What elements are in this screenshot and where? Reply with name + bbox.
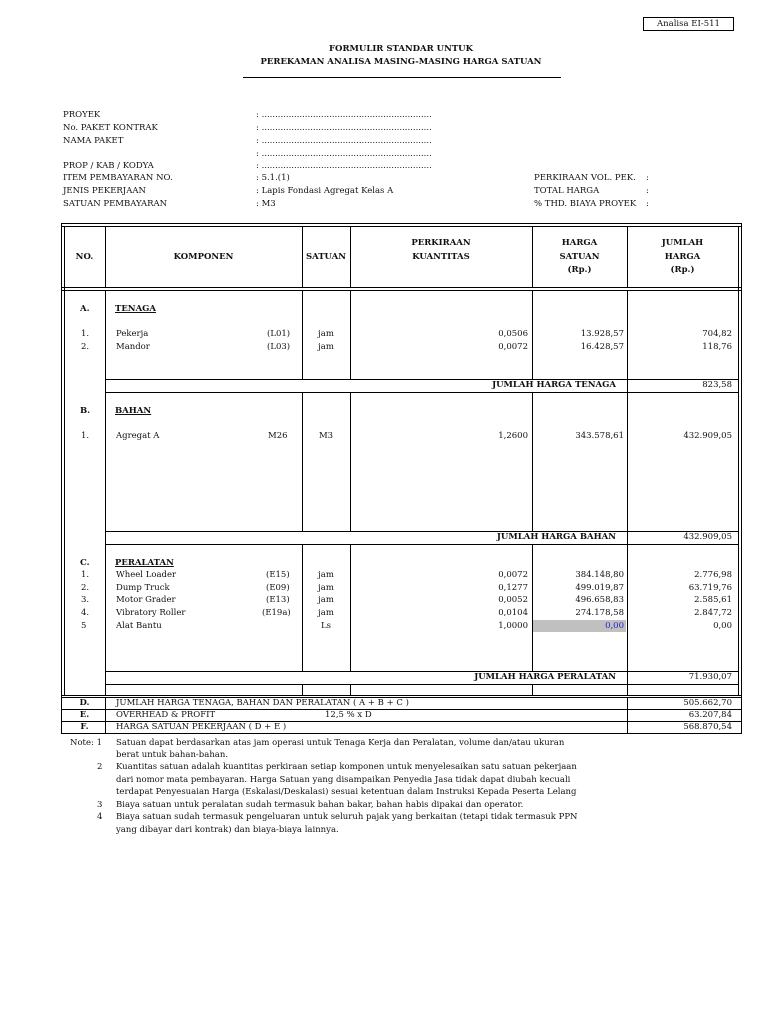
row-code: (E19a) xyxy=(262,608,291,618)
proyek-label: PROYEK xyxy=(63,110,101,120)
note-label: Note: 1 xyxy=(70,738,102,748)
row-qty: 0,0072 xyxy=(498,342,528,352)
row-unit: Ls xyxy=(320,621,331,631)
row-name: Agregat A xyxy=(116,431,160,441)
note-text: terdapat Penyesuaian Harga (Eskalasi/Deskalasi) sesuai ketentuan dalam Instruksi Kepada Peserta Lelang xyxy=(116,787,577,797)
row-name: Pekerja xyxy=(116,329,149,339)
header-harga-3: (Rp.) xyxy=(567,265,592,275)
row-no: 1. xyxy=(81,329,90,339)
row-name: Vibratory Roller xyxy=(116,608,186,618)
note-number: 2 xyxy=(97,762,103,772)
row-unit: jam xyxy=(318,342,334,352)
row-code: (E15) xyxy=(266,570,290,580)
row-no: 1. xyxy=(81,431,90,441)
summary-value-f: 568.870,54 xyxy=(683,722,732,732)
summary-code-d: D. xyxy=(79,698,90,708)
row-code: (E09) xyxy=(266,583,290,593)
subtotal-value: 71.930,07 xyxy=(688,672,732,682)
header-satuan: SATUAN xyxy=(305,252,347,262)
total-label: TOTAL HARGA xyxy=(534,186,600,196)
persen-label: % THD. BIAYA PROYEK xyxy=(534,199,637,209)
nama-paket-value: : ............................................................... xyxy=(256,136,432,146)
row-no: 4. xyxy=(81,608,90,618)
note-number: 3 xyxy=(97,800,103,810)
summary-pct-e: 12,5 % x D xyxy=(325,710,372,720)
section-title: PERALATAN xyxy=(115,558,174,568)
row-unit: jam xyxy=(318,570,334,580)
summary-label-d: JUMLAH HARGA TENAGA, BAHAN DAN PERALATAN ( A + B + C ) xyxy=(116,698,409,708)
row-total: 63.719,76 xyxy=(688,583,732,593)
header-jumlah-1: JUMLAH xyxy=(661,238,704,248)
form-code-badge: Analisa EI-511 xyxy=(643,17,734,31)
row-total: 704,82 xyxy=(702,329,732,339)
nama-paket-label: NAMA PAKET xyxy=(63,136,124,146)
row-unit: jam xyxy=(318,608,334,618)
row-price: 343.578,61 xyxy=(575,431,624,441)
section-code: C. xyxy=(80,558,90,568)
note-text: Satuan dapat berdasarkan atas jam operasi untuk Tenaga Kerja dan Peralatan, volume dan/atau ukuran xyxy=(116,738,565,748)
note-text: Biaya satuan untuk peralatan sudah termasuk bahan bakar, bahan habis dipakai dan operator. xyxy=(116,800,524,810)
row-no: 2. xyxy=(81,583,90,593)
row-price: 274.178,58 xyxy=(575,608,624,618)
row-qty: 0,0052 xyxy=(498,595,528,605)
row-unit: jam xyxy=(318,329,334,339)
persen-value: : xyxy=(646,199,649,209)
row-code: M26 xyxy=(268,431,288,441)
row-no: 5 xyxy=(81,621,87,631)
row-unit: jam xyxy=(318,595,334,605)
note-text: Kuantitas satuan adalah kuantitas perkiraan setiap komponen untuk menyelesaikan satu satuan pekerjaan xyxy=(116,762,577,772)
row-price: 496.658,83 xyxy=(575,595,624,605)
vol-value: : xyxy=(646,173,649,183)
note-text: dari nomor mata pembayaran. Harga Satuan yang disampaikan Penyedia Jasa tidak dapat diubah kecuali xyxy=(116,775,571,785)
row-no: 3. xyxy=(81,595,90,605)
proyek-value: : ............................................................... xyxy=(256,110,432,120)
form-title: FORMULIR STANDAR UNTUK xyxy=(329,44,473,54)
satuan-value: : M3 xyxy=(256,199,276,209)
title-rule xyxy=(243,77,561,78)
paket-label: No. PAKET KONTRAK xyxy=(63,123,158,133)
row-name: Wheel Loader xyxy=(116,570,177,580)
section-title: BAHAN xyxy=(115,406,152,416)
item-label: ITEM PEMBAYARAN NO. xyxy=(63,173,173,183)
header-harga-1: HARGA xyxy=(561,238,598,248)
header-no: NO. xyxy=(75,252,94,262)
header-jumlah-3: (Rp.) xyxy=(670,265,695,275)
row-name: Motor Grader xyxy=(116,595,176,605)
form-subtitle: PEREKAMAN ANALISA MASING-MASING HARGA SATUAN xyxy=(260,57,542,67)
item-value: : 5.1.(1) xyxy=(256,173,290,183)
note-text: berat untuk bahan-bahan. xyxy=(116,750,229,760)
section-title: TENAGA xyxy=(115,304,157,314)
row-qty: 0,0506 xyxy=(498,329,528,339)
header-harga-2: SATUAN xyxy=(559,252,600,262)
row-price-input[interactable]: 0,00 xyxy=(605,621,624,631)
summary-label-e: OVERHEAD & PROFIT xyxy=(116,710,216,720)
note-text: yang dibayar dari kontrak) dan biaya-biaya lainnya. xyxy=(116,825,339,835)
row-code: (L01) xyxy=(267,329,291,339)
row-price: 13.928,57 xyxy=(580,329,624,339)
row-total: 2.776,98 xyxy=(694,570,732,580)
vol-label: PERKIRAAN VOL. PEK. xyxy=(534,173,636,183)
row-qty: 1,2600 xyxy=(498,431,528,441)
subtotal-value: 823,58 xyxy=(702,380,732,390)
row-total: 118,76 xyxy=(702,342,732,352)
header-kuantitas-1: PERKIRAAN xyxy=(411,238,471,248)
subtotal-label: JUMLAH HARGA BAHAN xyxy=(496,532,616,542)
row-qty: 0,0104 xyxy=(498,608,528,618)
subtotal-label: JUMLAH HARGA PERALATAN xyxy=(474,672,616,682)
row-code: (L03) xyxy=(267,342,291,352)
subtotal-label: JUMLAH HARGA TENAGA xyxy=(492,380,616,390)
section-code: B. xyxy=(80,406,91,416)
header-jumlah-2: HARGA xyxy=(664,252,701,262)
row-total: 2.585,61 xyxy=(694,595,732,605)
nama-paket-value-2: : ............................................................... xyxy=(256,149,432,159)
row-name: Mandor xyxy=(116,342,150,352)
header-komponen: KOMPONEN xyxy=(173,252,234,262)
row-price: 16.428,57 xyxy=(580,342,624,352)
summary-value-d: 505.662,70 xyxy=(683,698,732,708)
summary-code-e: E. xyxy=(79,710,90,720)
row-price: 499.019,87 xyxy=(575,583,624,593)
row-qty: 0,0072 xyxy=(498,570,528,580)
total-value: : xyxy=(646,186,649,196)
row-price: 384.148,80 xyxy=(575,570,624,580)
summary-code-f: F. xyxy=(80,722,89,732)
satuan-label: SATUAN PEMBAYARAN xyxy=(63,199,168,209)
row-total: 432.909,05 xyxy=(683,431,732,441)
row-total: 2.847,72 xyxy=(694,608,732,618)
note-text: Biaya satuan sudah termasuk pengeluaran untuk seluruh pajak yang berkaitan (tetapi tidak termasuk PPN xyxy=(116,812,578,822)
row-unit: M3 xyxy=(318,431,334,441)
summary-label-f: HARGA SATUAN PEKERJAAN ( D + E ) xyxy=(116,722,287,732)
row-code: (E13) xyxy=(266,595,290,605)
row-name: Dump Truck xyxy=(116,583,170,593)
prop-label: PROP / KAB / KODYA xyxy=(63,161,154,171)
summary-value-e: 63.207,84 xyxy=(688,710,732,720)
jenis-label: JENIS PEKERJAAN xyxy=(63,186,146,196)
note-number: 4 xyxy=(97,812,103,822)
row-name: Alat Bantu xyxy=(116,621,162,631)
row-total: 0,00 xyxy=(713,621,732,631)
paket-value: : ............................................................... xyxy=(256,123,432,133)
section-code: A. xyxy=(80,304,90,314)
row-no: 1. xyxy=(81,570,90,580)
row-unit: jam xyxy=(318,583,334,593)
header-kuantitas-2: KUANTITAS xyxy=(412,252,470,262)
subtotal-value: 432.909,05 xyxy=(683,532,732,542)
prop-value: : ............................................................... xyxy=(256,161,432,171)
row-qty: 0,1277 xyxy=(498,583,528,593)
jenis-value: : Lapis Fondasi Agregat Kelas A xyxy=(256,186,394,196)
row-no: 2. xyxy=(81,342,90,352)
row-qty: 1,0000 xyxy=(498,621,528,631)
